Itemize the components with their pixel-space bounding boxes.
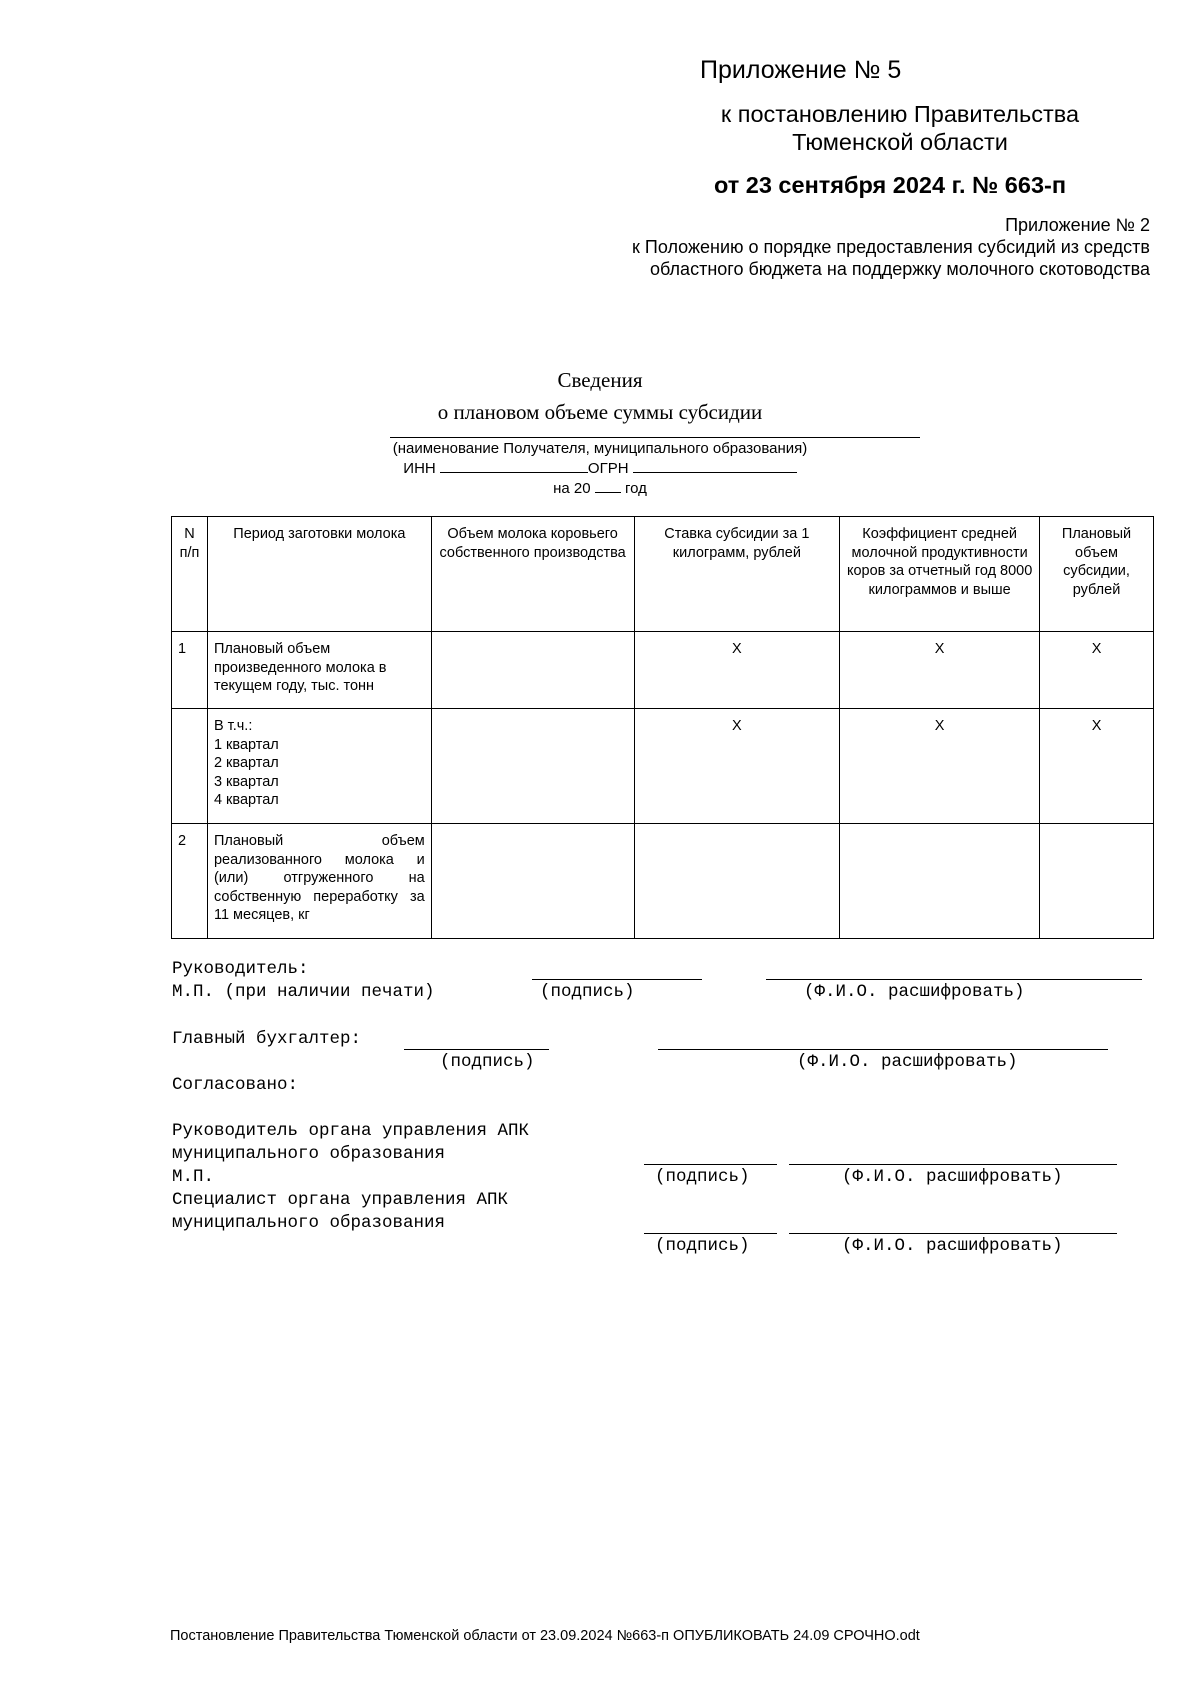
table-header-row [172,517,1154,632]
year-field-line [595,478,621,493]
agreed-label: Согласовано: [172,1075,299,1095]
year-suffix: год [624,480,647,497]
apk-head-signature-caption: (подпись) [655,1167,750,1187]
cell-number: 2 [172,824,208,939]
cell-coefficient: X [840,632,1040,709]
table-row [172,709,1154,824]
cell-volume [431,824,634,939]
document-title [300,364,900,428]
apk-spec-signature-line [644,1233,777,1234]
apk-head-line1: Руководитель органа управления АПК [172,1121,530,1141]
accountant-fio-line [658,1049,1108,1050]
quarter-1: 1 квартал [213,736,279,753]
ogrn-field-line [633,458,797,473]
head-signature-line [532,979,702,980]
header-cell-subsidy: Плановый объем субсидии, рублей [1040,517,1154,632]
recipient-caption: (наименование Получателя, муниципального образования) [392,440,808,457]
quarter-2: 2 квартал [213,755,279,771]
apk-spec-fio-line [789,1233,1117,1234]
head-signature-caption: (подпись) [540,982,635,1002]
cell-rate: X [634,632,840,709]
ogrn-label: ОГРН [587,460,629,477]
apk-spec-line1: Специалист органа управления АПК [172,1190,509,1210]
recipient-name-line [390,437,920,438]
cell-rate: X [634,709,840,824]
apk-seal-label: М.П. [172,1167,215,1187]
cell-number: 1 [172,632,208,709]
header-cell-rate: Ставка субсидии за 1 килограмм, рублей [634,517,840,632]
quarter-heading: В т.ч.: [213,718,253,734]
subsidy-table [171,516,1154,939]
head-label: Руководитель: [172,959,309,979]
quarter-3: 3 квартал [213,773,279,790]
header-cell-coefficient: Коэффициент средней молочной продуктивности коров за отчетный год 8000 килограммов и выше [840,517,1040,632]
cell-subsidy: X [1040,709,1154,824]
annex5-date: от 23 сентября 2024 г. № 663-п [713,172,1067,198]
quarter-4: 4 квартал [213,792,279,808]
document-title-line1: Сведения [557,368,643,392]
accountant-signature-line [404,1049,549,1050]
header-cell-period: Период заготовки молока [207,517,431,632]
annex5-title: Приложение № 5 [700,56,902,84]
cell-period: Плановый объем реализованного молока и (или) отгруженного на собственную переработку за 11 месяцев, кг [207,824,431,939]
apk-spec-fio-caption: (Ф.И.О. расшифровать) [842,1236,1063,1256]
header-cell-number: N п/п [172,517,208,632]
annex5-to-line1: к постановлению Правительства [720,101,1080,127]
annex2-title: Приложение № 2 [1005,215,1150,235]
year-prefix: на 20 [553,480,591,497]
table-row [172,824,1154,939]
apk-spec-signature-caption: (подпись) [655,1236,750,1256]
year-row [300,478,900,497]
inn-label: ИНН [403,460,436,477]
annex2-line2: областного бюджета на поддержку молочного скотоводства [650,259,1150,279]
apk-head-fio-caption: (Ф.И.О. расшифровать) [842,1167,1063,1187]
footer-filename: Постановление Правительства Тюменской области от 23.09.2024 №663-п ОПУБЛИКОВАТЬ 24.09 СРОЧНО.odt [170,1628,920,1644]
annex5-reference [640,100,1160,156]
cell-volume [431,709,634,824]
apk-spec-line2: муниципального образования [172,1213,446,1233]
cell-number [172,709,208,824]
inn-ogrn-row [300,458,900,477]
apk-head-signature-line [644,1164,777,1165]
annex2-line1: к Положению о порядке предоставления субсидий из средств [632,237,1150,257]
cell-subsidy [1040,824,1154,939]
accountant-label: Главный бухгалтер: [172,1029,362,1049]
header-cell-volume: Объем молока коровьего собственного производства [431,517,634,632]
accountant-fio-caption: (Ф.И.О. расшифровать) [797,1052,1018,1072]
annex5-to-line2: Тюменской области [792,129,1008,155]
inn-field-line [440,458,588,473]
accountant-signature-caption: (подпись) [440,1052,535,1072]
cell-volume [431,632,634,709]
apk-head-line2: муниципального образования [172,1144,446,1164]
cell-coefficient: X [840,709,1040,824]
cell-coefficient [840,824,1040,939]
annex2-block [440,214,1150,280]
cell-rate [634,824,840,939]
head-fio-caption: (Ф.И.О. расшифровать) [804,982,1025,1002]
document-title-line2: о плановом объеме суммы субсидии [437,400,763,424]
cell-subsidy: X [1040,632,1154,709]
apk-head-fio-line [789,1164,1117,1165]
cell-period: Плановый объем произведенного молока в текущем году, тыс. тонн [207,632,431,709]
head-fio-line [766,979,1142,980]
table-row [172,632,1154,709]
cell-period-quarters [207,709,431,824]
seal-label: М.П. (при наличии печати) [172,982,435,1002]
